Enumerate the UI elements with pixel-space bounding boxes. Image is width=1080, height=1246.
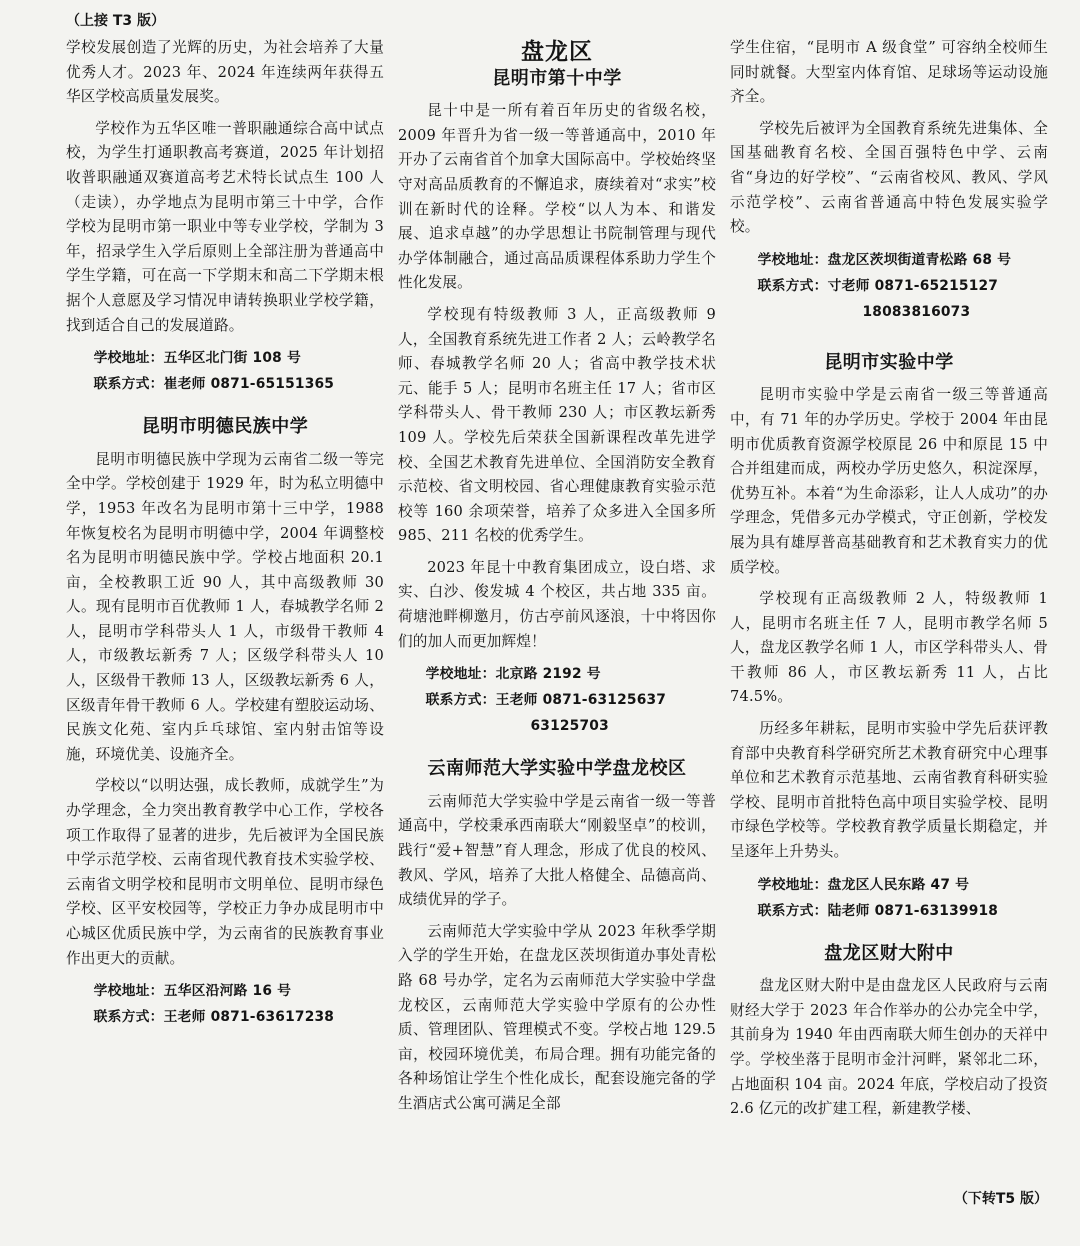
- school-contact: [398, 687, 716, 739]
- school-title: 云南师范大学实验中学盘龙校区: [427, 758, 687, 780]
- continued-to-label: （下转T5 版）: [953, 1191, 1048, 1207]
- article-paragraph: 昆明市实验中学是云南省一级三等普通高中，有 71 年的办学历史。学校于 2004 年由昆明市优质教育资源学校原昆 26 中和原昆 15 中合并组建而成，两校办学历史悠久，积淀深厚，优势互补。本着“为生命添彩，让人人成功”的办学理念，凭借多元办学模式，守正创新，学校发展为具有雄厚普高基础教育和艺术教育实力的优质学校。: [730, 386, 1048, 576]
- article-paragraph: 云南师范大学实验中学是云南省一级一等普通高中，学校秉承西南联大“刚毅坚卓”的校训，践行“爱+智慧”育人理念，形成了优良的校风、教风、学风，培养了大批人格健全、品德高尚、成绩优异的学子。: [398, 792, 716, 909]
- column-1: [66, 36, 384, 1186]
- article-paragraph: 学校先后被评为全国教育系统先进集体、全国基础教育名校、全国百强特色中学、云南省“身边的好学校”、“云南省校风、教风、学风示范学校”、云南省普通高中特色发展实验学校。: [730, 119, 1048, 236]
- school-title: 昆明市明德民族中学: [141, 416, 309, 438]
- district-title: 盘龙区: [521, 39, 593, 65]
- school-contact: 联系方式：王老师 0871-63617238: [93, 1009, 335, 1026]
- article-paragraph: 昆明市明德民族中学现为云南省二级一等完全中学。学校创建于 1929 年，时为私立明德中学，1953 年改名为昆明市第十三中学，1988 年恢复校名为昆明市明德中学，2004 年调整校名为昆明市明德民族中学。学校占地面积 20.1 亩，全校教职工近 90 人，其中高级教师 30 人。现有昆明市百优教师 1 人，春城教学名师 2 人，昆明市学科带头人 1 人，市级骨干教师 4 人，市级教坛新秀 7 人；区级学科带头人 10 人，区级骨干教师 13 人，区级教坛新秀 6 人，区级青年骨干教师 6 人。学校建有塑胶运动场、民族文化苑、室内乒乓球馆、室内射击馆等设施，环境优美、设施齐全。: [66, 450, 384, 763]
- school-address: 学校地址：五华区北门街 108 号: [93, 350, 301, 367]
- school-address: 学校地址：盘龙区茨坝街道青松路 68 号: [757, 251, 1012, 268]
- school-contact: 联系方式：陆老师 0871-63139918: [757, 902, 999, 919]
- contact-extra-number: 63125703: [530, 718, 609, 735]
- article-paragraph: 学校以“以明达强，成长教师，成就学生”为办学理念，全力突出教育教学中心工作，学校各项工作取得了显著的进步，先后被评为全国民族中学示范学校、云南省现代教育技术实验学校、云南省文明学校和昆明市文明单位、昆明市绿色学校、区平安校园等，学校正力争办成昆明市中心城区优质民族中学，为云南省的民族教育事业作出更大的贡献。: [66, 777, 384, 967]
- article-paragraph: 学校作为五华区唯一普职融通综合高中试点校，为学生打通职教高考赛道，2025 年计划招收普职融通双赛道高考艺术特长试点生 100 人（走读），办学地点为昆明市第三十中学，合作学校为昆明市第一职业中等专业学校，学制为 3 年，招录学生入学后原则上全部注册为普通高中学生学籍，可在高一下学期末和高二下学期末根据个人意愿及学习情况申请转换职业学校学籍，找到适合自己的发展道路。: [66, 119, 384, 334]
- school-title: 昆明市实验中学: [824, 351, 954, 373]
- school-address: 学校地址：五华区沿河路 16 号: [93, 983, 292, 1000]
- article-paragraph: 2023 年昆十中教育集团成立，设白塔、求实、白沙、俊发城 4 个校区，共占地 335 亩。荷塘池畔柳邀月，仿古亭前风逐浪，十中将因你们的加人而更加辉煌！: [398, 558, 716, 650]
- column-3: [730, 36, 1048, 1186]
- school-address: 学校地址：北京路 2192 号: [425, 666, 601, 683]
- school-contact: 联系方式：崔老师 0871-65151365: [93, 376, 335, 393]
- article-paragraph: 云南师范大学实验中学从 2023 年秋季学期入学的学生开始，在盘龙区茨坝街道办事处青松路 68 号办学，定名为云南师范大学实验中学盘龙校区，云南师范大学实验中学原有的公办性质、管理团队、管理模式不变。学校占地 129.5 亩，校园环境优美，布局合理。拥有功能完备的各种场馆让学生个性化成长，配套设施完备的学生酒店式公寓可满足全部: [398, 922, 716, 1112]
- school-contact: [730, 273, 1048, 325]
- article-paragraph: 学生住宿，“昆明市 A 级食堂” 可容纳全校师生同时就餐。大型室内体育馆、足球场等运动设施齐全。: [730, 39, 1048, 106]
- contact-line: 联系方式：王老师 0871-63125637: [425, 692, 667, 709]
- article-paragraph: 盘龙区财大附中是由盘龙区人民政府与云南财经大学于 2023 年合作举办的公办完全中学，其前身为 1940 年由西南联大师生创办的天祥中学。学校坐落于昆明市金汁河畔，紧邻北二环，占地面积 104 亩。2024 年底，学校启动了投资 2.6 亿元的改扩建工程，新建教学楼、: [730, 977, 1048, 1118]
- article-paragraph: 历经多年耕耘，昆明市实验中学先后获评教育部中央教育科学研究所艺术教育研究中心理事单位和艺术教育示范基地、云南省教育科研实验学校、昆明市首批特色高中项目实验学校、昆明市绿色学校等。学校教育教学质量长期稳定，并呈逐年上升势头。: [730, 720, 1048, 861]
- article-paragraph: 学校发展创造了光辉的历史，为社会培养了大量优秀人才。2023 年、2024 年连续两年获得五华区学校高质量发展奖。: [66, 39, 384, 106]
- article-paragraph: 昆十中是一所有着百年历史的省级名校，2009 年晋升为省一级一等普通高中，2010 年开办了云南省首个加拿大国际高中。学校始终坚守对高品质教育的不懈追求，赓续着对“求实”校训在新时代的诠释。学校“以人为本、和谐发展、追求卓越”的办学思想让书院制管理与现代办学体制融合，通过高品质课程体系助力学生个性化发展。: [398, 102, 716, 292]
- column-2: [398, 36, 716, 1186]
- contact-extra-number: 18083816073: [862, 303, 971, 320]
- school-title: 盘龙区财大附中: [824, 942, 954, 964]
- continued-from-label: （上接 T3 版）: [66, 13, 166, 29]
- contact-line: 联系方式：寸老师 0871-65215127: [757, 277, 999, 294]
- school-address: 学校地址：盘龙区人民东路 47 号: [757, 876, 970, 893]
- school-title: 昆明市第十中学: [492, 67, 622, 89]
- article-paragraph: 学校现有正高级教师 2 人，特级教师 1 人，昆明市名班主任 7 人，昆明市教学名师 5 人，盘龙区教学名师 1 人，市区学科带头人、骨干教师 86 人，市区教坛新秀 11 人，占比 74.5%。: [730, 590, 1048, 706]
- article-paragraph: 学校现有特级教师 3 人，正高级教师 9 人，全国教育系统先进工作者 2 人；云岭教学名师、春城教学名师 20 人；省高中教学技术状元、能手 5 人；昆明市名班主任 17 人；省市区学科带头人、骨干教师 230 人；市区教坛新秀 109 人。学校先后荣获全国新课程改革先进学校、全国艺术教育先进单位、全国消防安全教育示范校、省文明校园、省心理健康教育实验示范校等 160 余项荣誉，培养了众多进入全国多所 985、211 名校的优秀学生。: [398, 305, 716, 545]
